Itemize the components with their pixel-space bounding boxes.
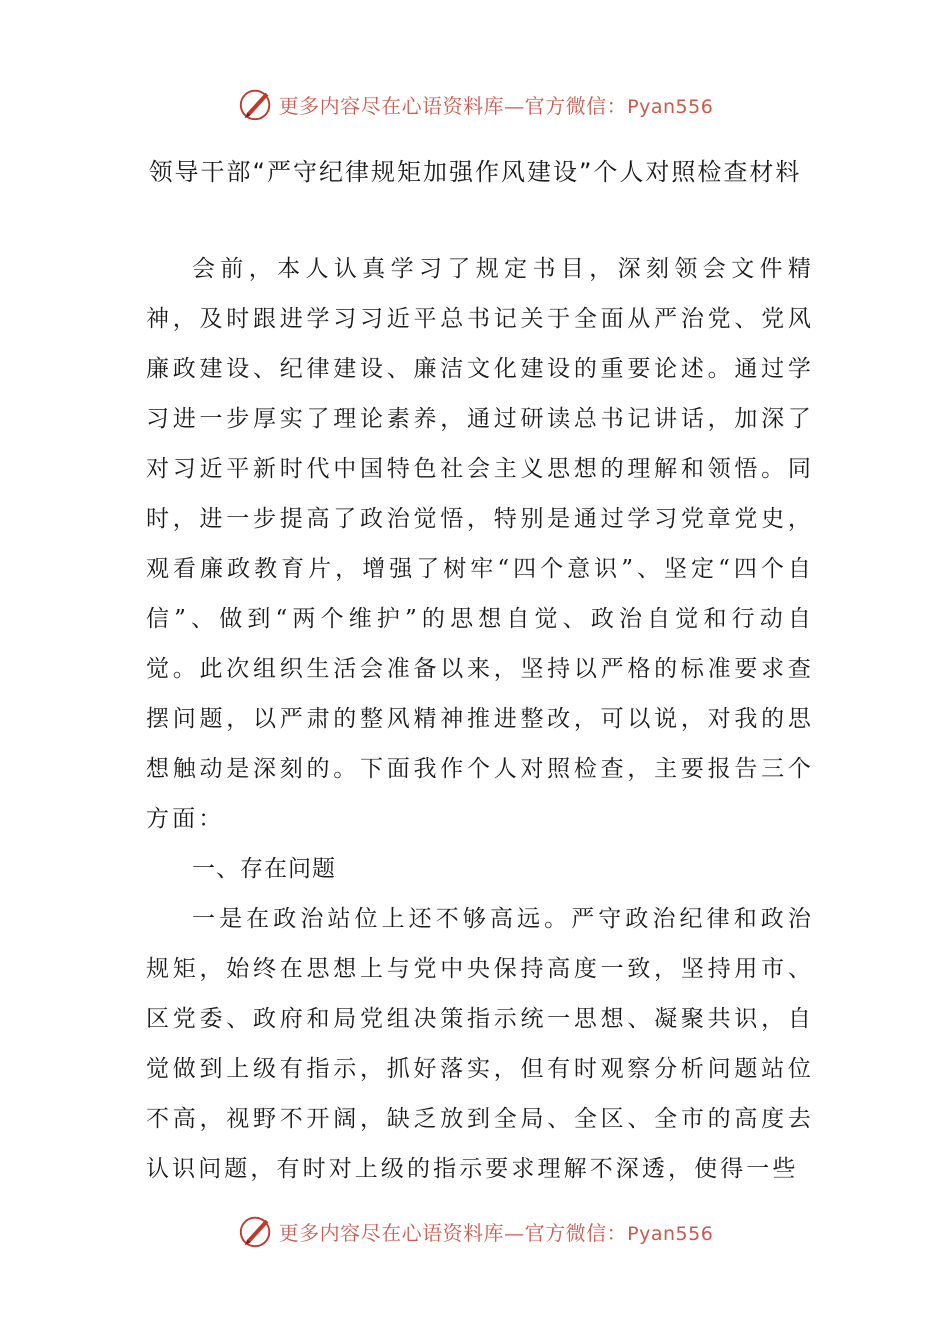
banner-text: 更多内容尽在心语资料库—官方微信：Pyan556 xyxy=(278,93,714,118)
document-title: 领导干部“严守纪律规矩加强作风建设”个人对照检查材料 xyxy=(148,158,802,186)
section-heading: 一、存在问题 xyxy=(192,856,336,882)
document-body xyxy=(146,244,814,1194)
wechat-id: Pyan556 xyxy=(627,1222,714,1245)
intro-paragraph: 会前，本人认真学习了规定书目，深刻领会文件精神，及时跟进学习习近平总书记关于全面从严治党、党风廉政建设、纪律建设、廉洁文化建设的重要论述。通过学习进一步厚实了理论素养，通过研读总书记讲话，加深了对习近平新时代中国特色社会主义思想的理解和领悟。同时，进一步提高了政治觉悟，特别是通过学习党章党史，观看廉政教育片，增强了树牢“四个意识”、坚定“四个自信”、做到“两个维护”的思想自觉、政治自觉和行动自觉。此次组织生活会准备以来，坚持以严格的标准要求查摆问题，以严肃的整风精神推进整改，可以说，对我的思想触动是深刻的。下面我作个人对照检查，主要报告三个方面： xyxy=(146,256,814,832)
pen-logo-icon xyxy=(237,85,275,123)
section-paragraph: 一是在政治站位上还不够高远。严守政治纪律和政治规矩，始终在思想上与党中央保持高度一致，坚持用市、区党委、政府和局党组决策指示统一思想、凝聚共识，自觉做到上级有指示，抓好落实，但有时观察分析问题站位不高，视野不开阔，缺乏放到全局、全区、全市的高度去认识问题，有时对上级的指示要求理解不深透，使得一些 xyxy=(146,906,814,1182)
wechat-id: Pyan556 xyxy=(627,95,714,118)
header-watermark-banner xyxy=(0,80,950,128)
banner-text: 更多内容尽在心语资料库—官方微信：Pyan556 xyxy=(278,1220,714,1245)
footer-watermark-banner xyxy=(0,1207,950,1255)
pen-logo-icon xyxy=(237,1212,275,1250)
